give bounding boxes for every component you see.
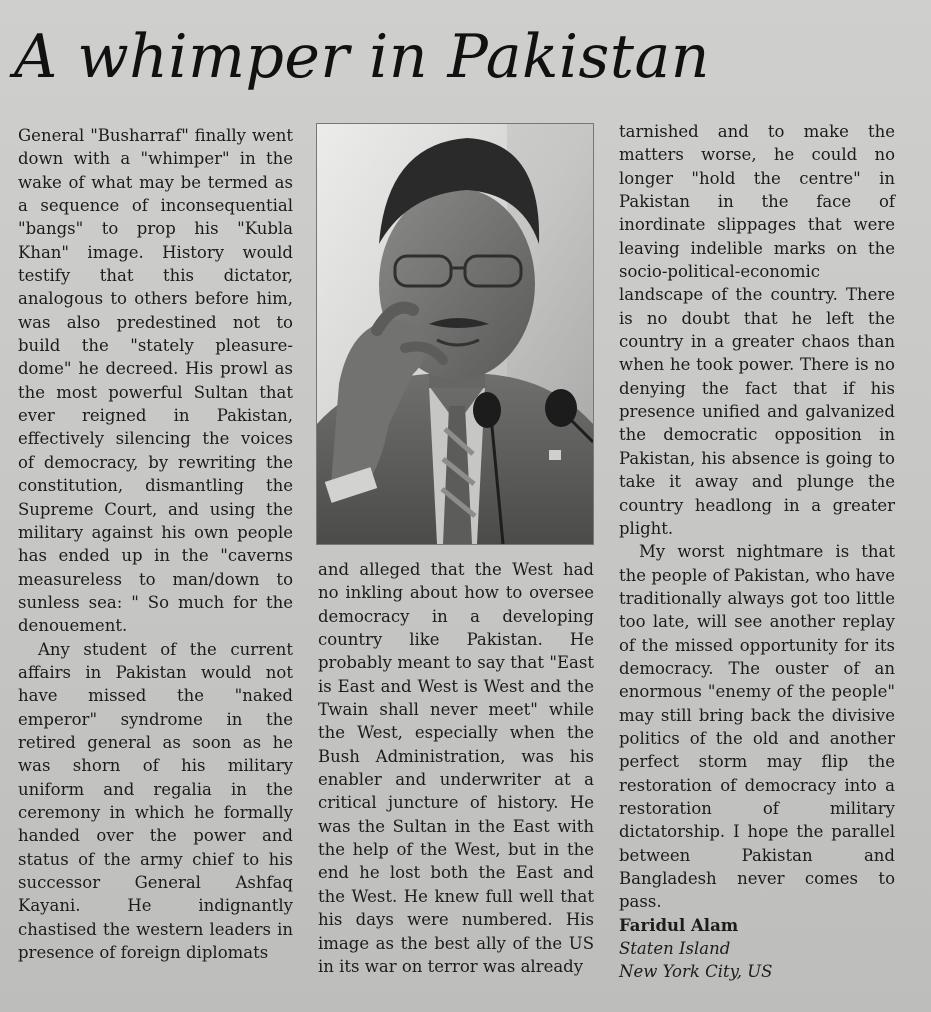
portrait-illustration — [317, 124, 593, 544]
paragraph-4: tarnished and to make the matters worse, he could no longer "hold the centre" in Pakistan in the face of inordinate slippages that were leaving indelible marks on the socio-political-economic landscape of the country. There is no doubt that he left the country in a greater chaos than when he took power. There is no denying the fact that if his presence unified and galvanized the democratic opposition in Pakistan, his absence is going to take it away and plunge the country headlong in a greater plight. — [619, 122, 895, 538]
author-location-2: New York City, US — [619, 962, 773, 982]
paragraph-1: General "Busharraf" finally went down with a "whimper" in the wake of what may be termed as a sequence of inconsequential "bangs" to prop his "Kubla Khan" image. History would testify that this dictator, analogous to others before him, was also predestined not to build the "stately pleasure-dome" he decreed. His prowl as the most powerful Sultan that ever reigned in Pakistan, effectively silencing the voices of democracy, by rewriting the constitution, dismantling the Supreme Court, and using the military against his own people has ended up in the "caverns measureless to man/down to sunless sea: " So much for the denouement. — [18, 126, 293, 636]
article-column-3 — [619, 120, 895, 984]
portrait-photo — [316, 123, 594, 545]
author-location-1: Staten Island — [619, 939, 731, 959]
article-column-1 — [18, 124, 293, 964]
headline: A whimper in Pakistan — [14, 22, 710, 92]
paragraph-2: Any student of the current affairs in Pakistan would not have missed the "naked emperor" syndrome in the retired general as soon as he was shorn of his military uniform and regalia in the ceremony in which he formally handed over the power and status of the army chief to his successor General Ashfaq Kayani. He indignantly chastised the western leaders in presence of foreign diplomats — [18, 639, 293, 963]
paragraph-3: and alleged that the West had no inkling about how to oversee democracy in a developing country like Pakistan. He probably meant to say that "East is East and West is West and the Twain shall never meet" while the West, especially when the Bush Administration, was his enabler and underwriter at a critical juncture of history. He was the Sultan in the East with the help of the West, but in the end he lost both the East and the West. He knew full well that his days were numbered. His image as the best ally of the US in its war on terror was already — [318, 560, 594, 976]
article-column-2 — [318, 558, 594, 978]
paragraph-5: My worst nightmare is that the people of Pakistan, who have traditionally always got too little too late, will see another replay of the missed opportunity for its democracy. The ouster of an enormous "enemy of the people" may still bring back the divisive politics of the old and another perfect storm may flip the restoration of democracy into a restoration of military dictatorship. I hope the parallel between Pakistan and Bangladesh never comes to pass. — [619, 542, 895, 912]
author-name: Faridul Alam — [619, 915, 739, 935]
